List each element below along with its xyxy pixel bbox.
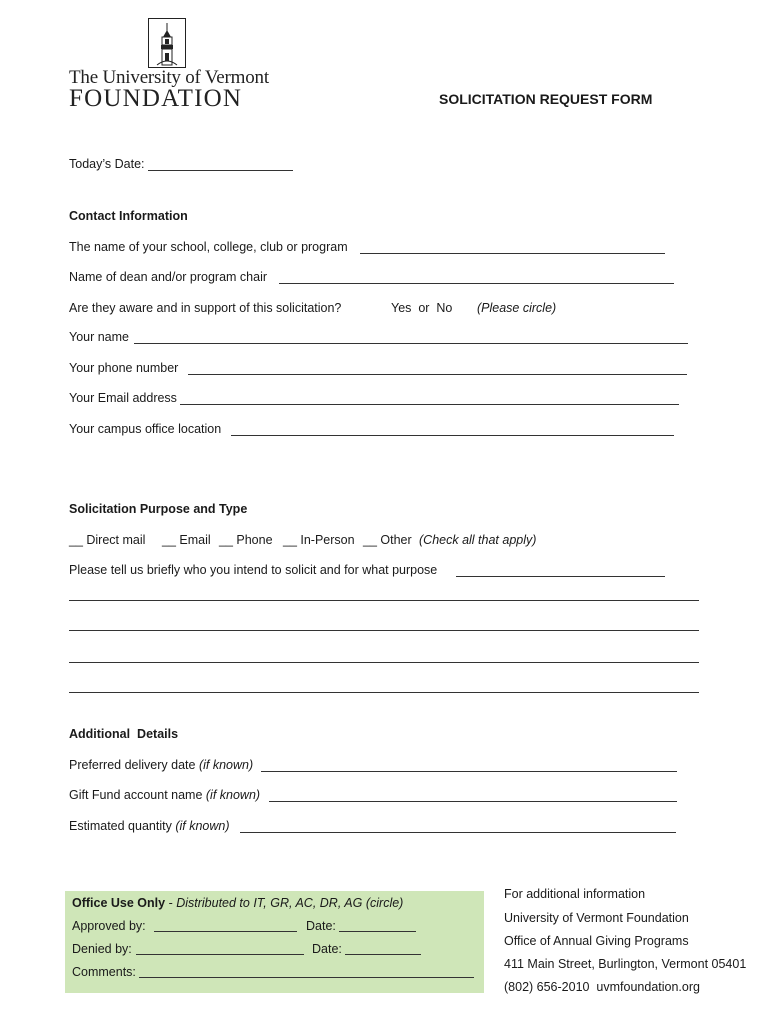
comments-label: Comments: — [72, 965, 136, 979]
option-in-person[interactable]: __ In-Person — [283, 533, 355, 547]
logo-subtitle: FOUNDATION — [69, 85, 243, 112]
contact-line-address: 411 Main Street, Burlington, Vermont 05401 — [504, 957, 747, 971]
aware-label: Are they aware and in support of this solicitation? — [69, 301, 342, 315]
dean-field[interactable] — [279, 283, 674, 284]
approved-by-field[interactable] — [154, 931, 297, 932]
campus-office-label: Your campus office location — [69, 422, 222, 436]
your-name-field[interactable] — [134, 343, 688, 344]
purpose-field-line-1[interactable] — [456, 576, 665, 577]
purpose-field-line-4[interactable] — [69, 662, 699, 663]
email-label: Your Email address — [69, 391, 177, 405]
dean-label: Name of dean and/or program chair — [69, 270, 268, 284]
todays-date-field[interactable] — [148, 170, 293, 171]
email-field[interactable] — [180, 404, 679, 405]
option-other[interactable]: __ Other — [363, 533, 412, 547]
gift-fund-note: (if known) — [205, 788, 261, 802]
contact-line-org: University of Vermont Foundation — [504, 911, 689, 925]
form-title: SOLICITATION REQUEST FORM — [439, 91, 653, 107]
denied-date-field[interactable] — [345, 954, 421, 955]
approved-date-field[interactable] — [339, 931, 416, 932]
delivery-date-note: (if known) — [198, 758, 254, 772]
delivery-date-label: Preferred delivery date (if known) — [69, 758, 254, 772]
denied-by-field[interactable] — [136, 954, 304, 955]
school-field[interactable] — [360, 253, 665, 254]
contact-line-office: Office of Annual Giving Programs — [504, 934, 689, 948]
additional-details-heading: Additional Details — [69, 727, 179, 741]
phone-field[interactable] — [188, 374, 687, 375]
distributed-note: Distributed to IT, GR, AC, DR, AG (circle) — [176, 896, 404, 910]
comments-field[interactable] — [139, 977, 474, 978]
approved-by-label: Approved by: — [72, 919, 146, 933]
contact-line-phone-web: (802) 656-2010 uvmfoundation.org — [504, 980, 700, 994]
contact-line-info: For additional information — [504, 887, 646, 901]
school-label: The name of your school, college, club or program — [69, 240, 348, 254]
purpose-field-line-5[interactable] — [69, 692, 699, 693]
logo-title: The University of Vermont — [69, 67, 269, 88]
denied-by-label: Denied by: — [72, 942, 132, 956]
gift-fund-label: Gift Fund account name (if known) — [69, 788, 261, 802]
purpose-field-line-3[interactable] — [69, 630, 699, 631]
option-phone[interactable]: __ Phone — [219, 533, 273, 547]
todays-date-label: Today’s Date: — [69, 157, 145, 171]
office-use-title: Office Use Only - Distributed to IT, GR, AC, DR, AG (circle) — [72, 896, 404, 910]
gift-fund-field[interactable] — [269, 801, 677, 802]
phone-label: Your phone number — [69, 361, 179, 375]
delivery-date-field[interactable] — [261, 771, 677, 772]
tower-icon — [149, 19, 185, 67]
denied-date-label: Date: — [312, 942, 342, 956]
quantity-note: (if known) — [175, 819, 230, 833]
solicitation-heading: Solicitation Purpose and Type — [69, 502, 248, 516]
check-all-note: (Check all that apply) — [419, 533, 537, 547]
quantity-label: Estimated quantity (if known) — [69, 819, 230, 833]
yes-no-choice[interactable]: Yes or No — [391, 301, 453, 315]
quantity-field[interactable] — [240, 832, 676, 833]
please-circle-note: (Please circle) — [477, 301, 557, 315]
office-use-box — [65, 891, 484, 993]
option-email[interactable]: __ Email — [162, 533, 211, 547]
approved-date-label: Date: — [306, 919, 336, 933]
option-direct-mail[interactable]: __ Direct mail — [69, 533, 146, 547]
logo-frame — [148, 18, 186, 68]
contact-information-heading: Contact Information — [69, 209, 188, 223]
purpose-label: Please tell us briefly who you intend to solicit and for what purpose — [69, 563, 438, 577]
purpose-field-line-2[interactable] — [69, 600, 699, 601]
campus-office-field[interactable] — [231, 435, 674, 436]
your-name-label: Your name — [69, 330, 129, 344]
